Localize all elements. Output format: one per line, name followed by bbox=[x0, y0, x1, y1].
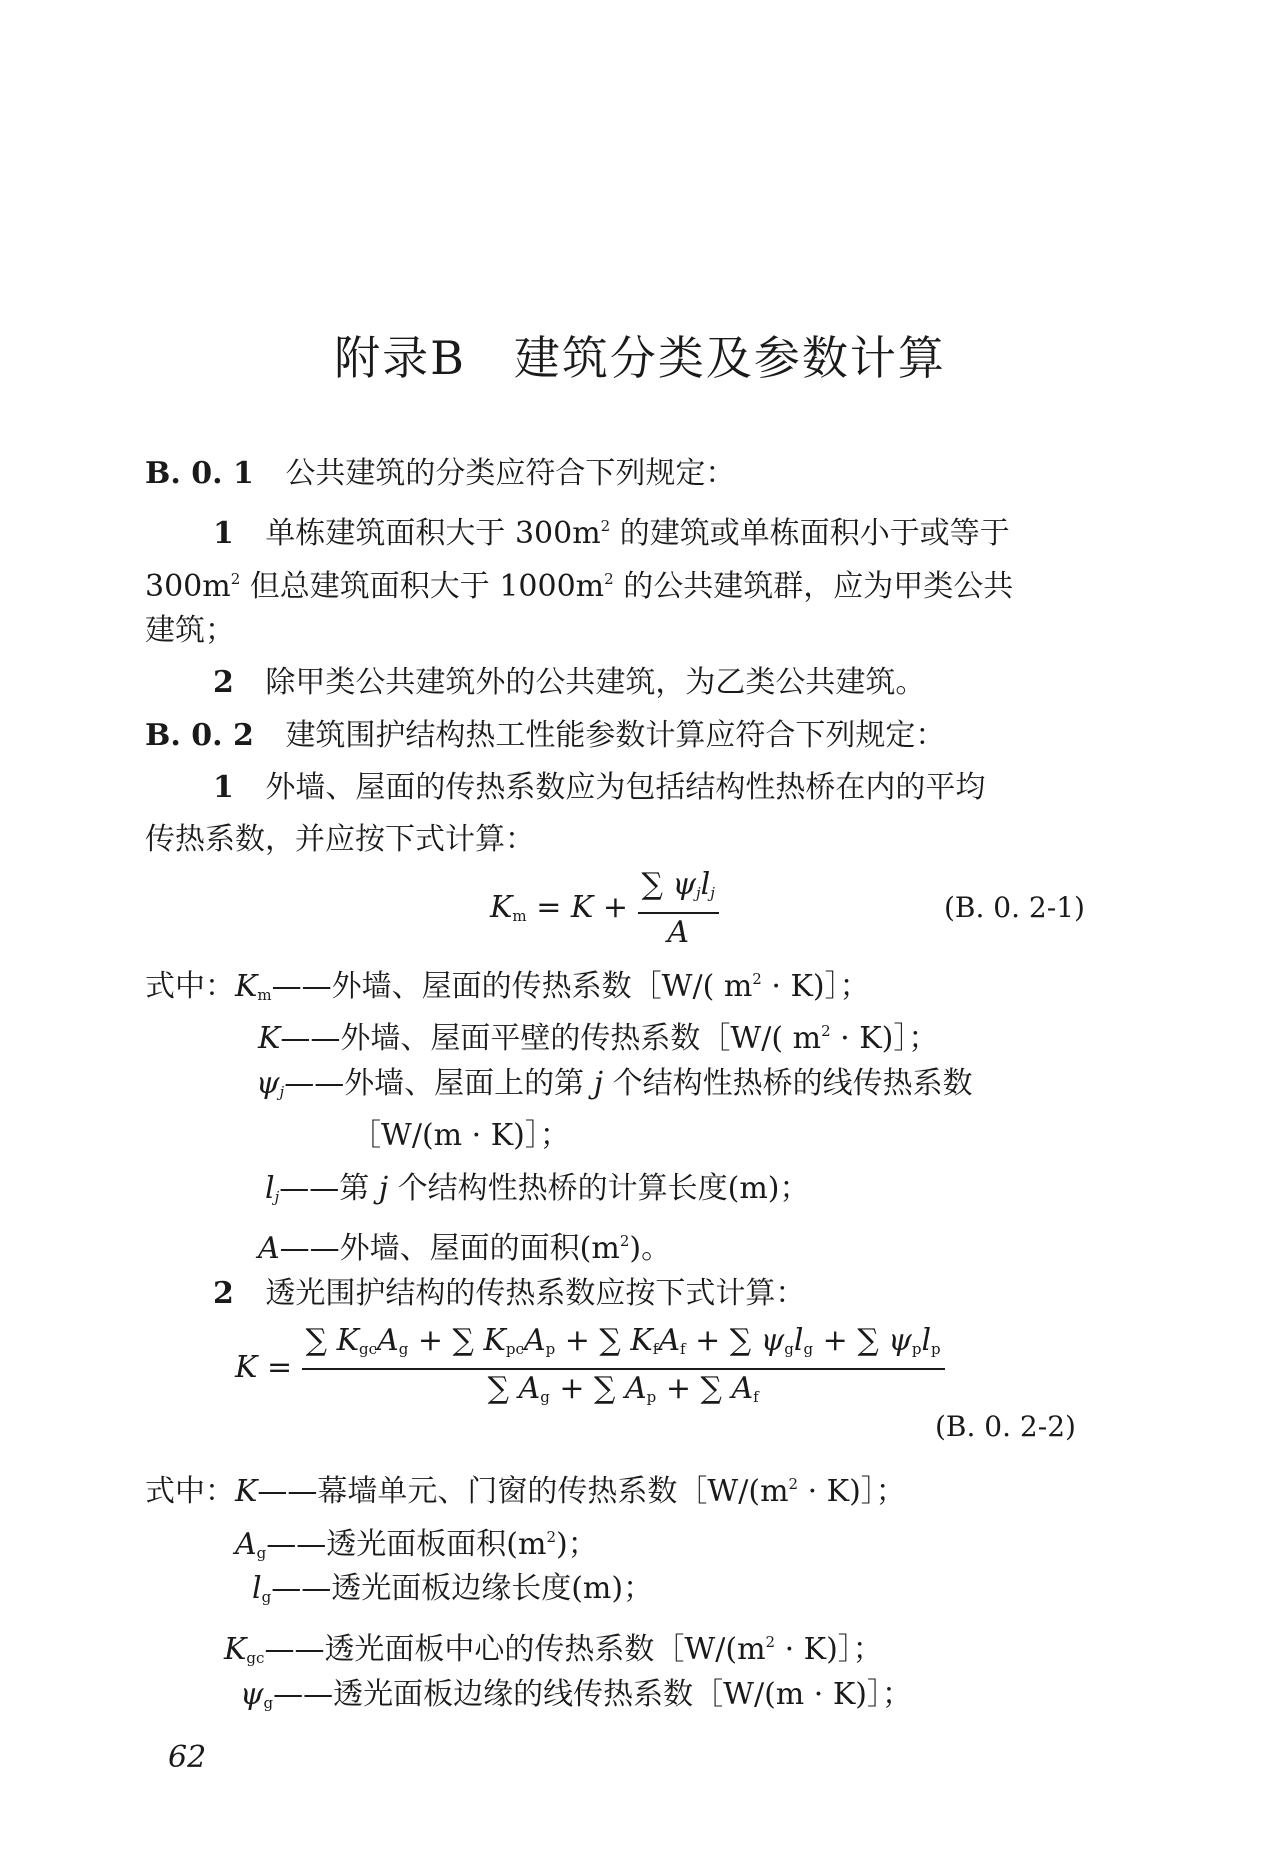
equation-b0221: $K_m = K$ + $\frac{\sum \psi_jl_j}{A}$ bbox=[490, 866, 719, 952]
clause-text: 公共建筑的分类应符合下列规定： bbox=[285, 456, 736, 491]
def-k: K——外墙、屋面平壁的传热系数［W/( $m^2$ · K)］； bbox=[258, 1021, 939, 1056]
clause-number: B. 0. 2 bbox=[145, 718, 254, 753]
definition-text: · K)］； bbox=[761, 969, 870, 1004]
b02-item1-line2: 传热系数，并应按下式计算： bbox=[145, 822, 535, 857]
definition-text: ——透光面板面积(m bbox=[266, 1527, 547, 1562]
equation-number: (B. 0. 2-2) bbox=[935, 1410, 1076, 1443]
definition-text: ——透光面板边缘长度(m)； bbox=[271, 1571, 654, 1606]
superscript: 2 bbox=[604, 570, 614, 588]
definition-text: ——外墙、屋面的传热系数［W/( m bbox=[271, 969, 753, 1004]
b01-item1-line3: 建筑； bbox=[145, 613, 235, 648]
definition-text: · K)］； bbox=[775, 1632, 883, 1667]
superscript: 2 bbox=[230, 570, 241, 588]
def2-lg: $l_g——$透光面板边缘长度(m)； bbox=[252, 1571, 654, 1606]
b01-item2 bbox=[213, 664, 925, 702]
page-title: 附录B 建筑分类及参数计算 bbox=[334, 331, 946, 385]
superscript: 2 bbox=[821, 1022, 831, 1040]
where-label: 式中： bbox=[145, 1474, 235, 1509]
equation-number: (B. 0. 2-1) bbox=[944, 891, 1085, 924]
clause-b01 bbox=[145, 455, 735, 493]
text-segment: 单栋建筑面积大于 300m bbox=[265, 516, 601, 551]
definition-text: 个结构性热桥的线传热系数 bbox=[603, 1066, 973, 1101]
def-psi: $\psi_j——$外墙、屋面上的第 j 个结构性热桥的线传热系数 bbox=[256, 1066, 973, 1101]
definition-text: ——外墙、屋面平壁的传热系数［W/( m bbox=[280, 1021, 822, 1056]
page-number: 62 bbox=[168, 1740, 207, 1775]
where-label: 式中： bbox=[145, 969, 235, 1004]
text-segment: 但总建筑面积大于 1000m bbox=[240, 569, 605, 604]
def2-kgc: $K_{gc}——$透光面板中心的传热系数$[W/(m^2$ · K)］； bbox=[224, 1632, 883, 1667]
fraction: $\frac{\sum K_{gc}A_g + \sum K_{pc}A_p + \sum K_fA_f + \sum \psi_gl_g + \sum \psi_pl_p}{\sum A_g + \sum A_p + \sum A_f}$ bbox=[302, 1322, 945, 1416]
clause-number: B. 0. 1 bbox=[145, 456, 254, 491]
b02-item1-line1 bbox=[213, 769, 985, 807]
superscript: 2 bbox=[765, 1633, 776, 1651]
superscript: 2 bbox=[546, 1528, 556, 1546]
clause-text: 建筑围护结构热工性能参数计算应符合下列规定： bbox=[285, 718, 946, 753]
text-segment: 300m bbox=[145, 569, 231, 604]
b01-item1-line2 bbox=[145, 560, 1013, 606]
definition-text: ——外墙、屋面的面积(m bbox=[279, 1231, 620, 1266]
item-number: 1 bbox=[213, 770, 234, 805]
definition-text: 个结构性热桥的计算长度(m)； bbox=[388, 1171, 810, 1206]
def-a: A——外墙、屋面的面积$(m^2)$。 bbox=[258, 1231, 672, 1266]
superscript: 2 bbox=[788, 1475, 799, 1493]
item-number: 2 bbox=[213, 1276, 234, 1311]
b02-item2 bbox=[213, 1275, 805, 1313]
definition-text: · K)］； bbox=[830, 1021, 939, 1056]
equation-b0222: K = $\frac{\sum K_{gc}A_g + \sum K_{pc}A_p + \sum K_fA_f + \sum \psi_gl_g + \sum \psi_pl_p}{\sum A_g + \sum A_p + \sum A_f}$ bbox=[235, 1322, 945, 1416]
fraction: $\frac{\sum \psi_jl_j}{A}$ bbox=[638, 866, 719, 952]
definition-text: · K)］； bbox=[798, 1474, 906, 1509]
item-text: 除甲类公共建筑外的公共建筑，为乙类公共建筑。 bbox=[265, 665, 926, 700]
superscript: 2 bbox=[600, 517, 611, 535]
definition-text: )； bbox=[555, 1527, 598, 1562]
superscript: 2 bbox=[619, 1232, 630, 1250]
text-segment: 的公共建筑群，应为甲类公共 bbox=[613, 569, 1014, 604]
clause-b02 bbox=[145, 717, 945, 755]
item-number: 1 bbox=[213, 516, 234, 551]
text-segment: 的建筑或单栋面积小于或等于 bbox=[610, 516, 1010, 551]
item-text: 透光围护结构的传热系数应按下式计算： bbox=[265, 1276, 806, 1311]
definition-text: ——外墙、屋面上的第 bbox=[284, 1066, 594, 1101]
b01-item1-line1 bbox=[213, 507, 1010, 553]
definition-text: )。 bbox=[629, 1231, 672, 1266]
def-psi-line2: ［W/(m · K)］； bbox=[351, 1118, 570, 1153]
superscript: 2 bbox=[752, 970, 762, 988]
definition-text: ——透光面板边缘的线传热系数［W/(m · K)］； bbox=[273, 1677, 912, 1712]
def-km: 式中：$K_m——$外墙、屋面的传热系数［W/( $m^2$ · K)］； bbox=[145, 969, 870, 1004]
definition-text: ——第 bbox=[279, 1171, 379, 1206]
def-l: $l_j——$第 j 个结构性热桥的计算长度(m)； bbox=[265, 1171, 810, 1206]
def2-k: 式中：K——幕墙单元、门窗的传热系数$[W/(m^2$ · K)］； bbox=[145, 1474, 906, 1509]
item-text: 外墙、屋面的传热系数应为包括结构性热桥在内的平均 bbox=[265, 770, 986, 805]
item-number: 2 bbox=[213, 665, 234, 700]
def2-psig: $\psi_g——$透光面板边缘的线传热系数［W/(m · K)］； bbox=[240, 1677, 912, 1712]
def2-ag: $A_g——$透光面板面积$(m^2)$； bbox=[235, 1527, 598, 1562]
definition-text: ——幕墙单元、门窗的传热系数［W/(m bbox=[257, 1474, 789, 1509]
definition-text: ——透光面板中心的传热系数［W/(m bbox=[264, 1632, 766, 1667]
